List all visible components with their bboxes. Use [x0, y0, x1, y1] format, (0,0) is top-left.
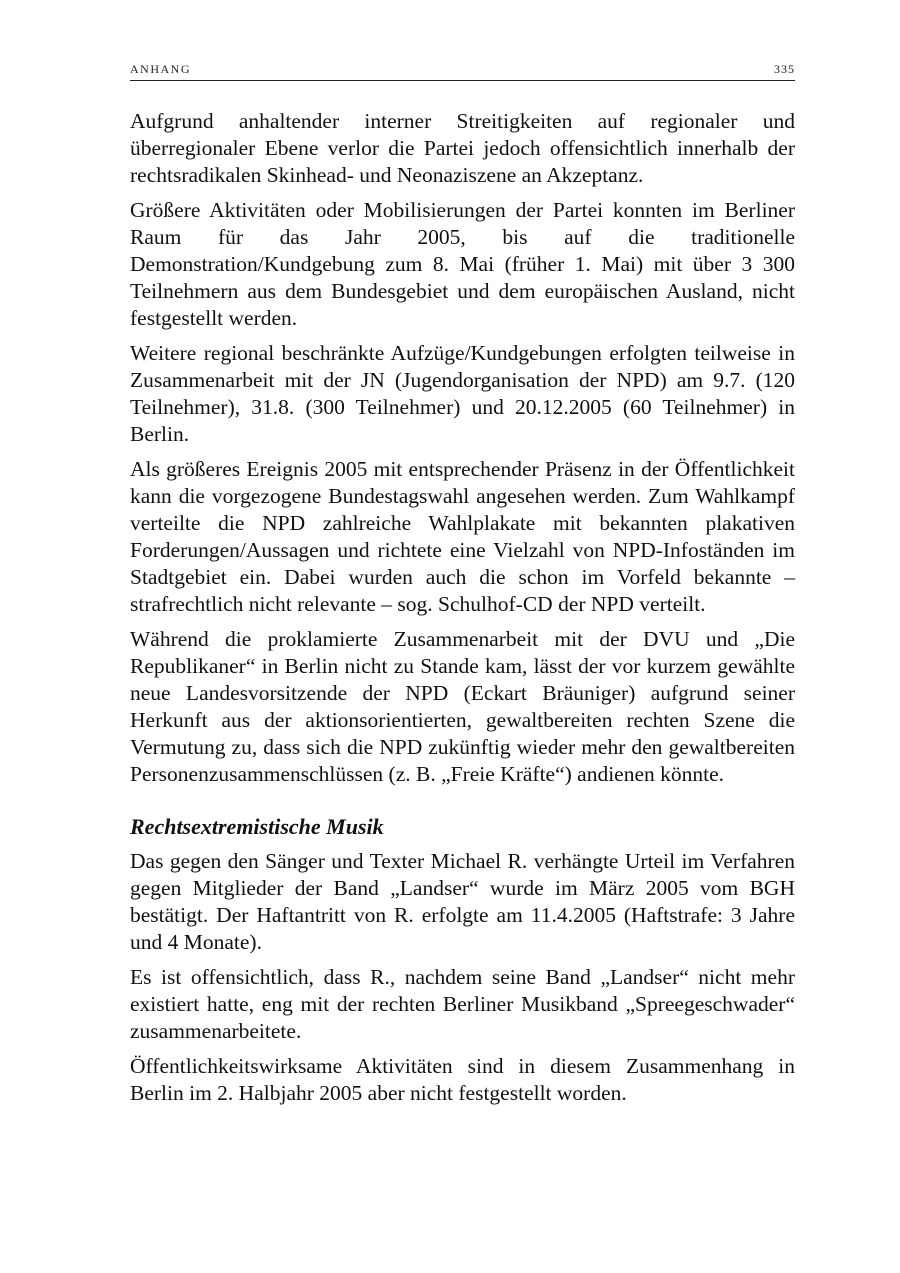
page-number: 335	[774, 62, 795, 76]
paragraph: Weitere regional beschränkte Aufzüge/Kundgebungen erfolgten teilweise in Zusammenarbeit mit der JN (Jugendorganisation der NPD) am 9.7. (120 Teilnehmer), 31.8. (300 Teilnehmer) und 20.12.2005 (60 Teilnehmer) in Berlin.	[130, 341, 795, 446]
body-text	[130, 108, 795, 1115]
paragraph: Als größeres Ereignis 2005 mit entsprechender Präsenz in der Öffentlichkeit kann die vorgezogene Bundestagswahl angesehen werden. Zum Wahlkampf verteilte die NPD zahlreiche Wahlplakate mit bekannten plakativen Forderungen/Aussagen und richtete eine Vielzahl von NPD-Infoständen im Stadtgebiet ein. Dabei wurden auch die schon im Vorfeld bekannte – strafrechtlich nicht relevante – sog. Schulhof-CD der NPD verteilt.	[130, 457, 795, 616]
section-heading: Rechtsextremistische Musik	[130, 814, 384, 839]
paragraph: Größere Aktivitäten oder Mobilisierungen der Partei konnten im Berliner Raum für das Jahr 2005, bis auf die traditionelle Demonstration/Kundgebung zum 8. Mai (früher 1. Mai) mit über 3 300 Teilnehmern aus dem Bundesgebiet und dem europäischen Ausland, nicht festgestellt werden.	[130, 198, 795, 330]
paragraph: Während die proklamierte Zusammenarbeit mit der DVU und „Die Republikaner“ in Berlin nicht zu Stande kam, lässt der vor kurzem gewählte neue Landesvorsitzende der NPD (Eckart Bräuniger) aufgrund seiner Herkunft aus der aktionsorientierten, gewaltbereiten rechten Szene die Vermutung zu, dass sich die NPD zukünftig wieder mehr den gewaltbereiten Personenzusammenschlüssen (z. B. „Freie Kräfte“) andienen könnte.	[130, 627, 795, 786]
paragraph: Das gegen den Sänger und Texter Michael R. verhängte Urteil im Verfahren gegen Mitglieder der Band „Landser“ wurde im März 2005 vom BGH bestätigt. Der Haftantritt von R. erfolgte am 11.4.2005 (Haftstrafe: 3 Jahre und 4 Monate).	[130, 849, 795, 954]
section-title: ANHANG	[130, 62, 191, 76]
paragraph: Es ist offensichtlich, dass R., nachdem seine Band „Landser“ nicht mehr existiert hatte, eng mit der rechten Berliner Musikband „Spreegeschwader“ zusammenarbeitete.	[130, 965, 795, 1043]
paragraph: Öffentlichkeitswirksame Aktivitäten sind in diesem Zusammenhang in Berlin im 2. Halbjahr 2005 aber nicht festgestellt worden.	[130, 1054, 795, 1105]
running-header	[130, 60, 795, 81]
paragraph: Aufgrund anhaltender interner Streitigkeiten auf regionaler und überregionaler Ebene verlor die Partei jedoch offensichtlich innerhalb der rechtsradikalen Skinhead- und Neonaziszene an Akzeptanz.	[130, 109, 795, 187]
